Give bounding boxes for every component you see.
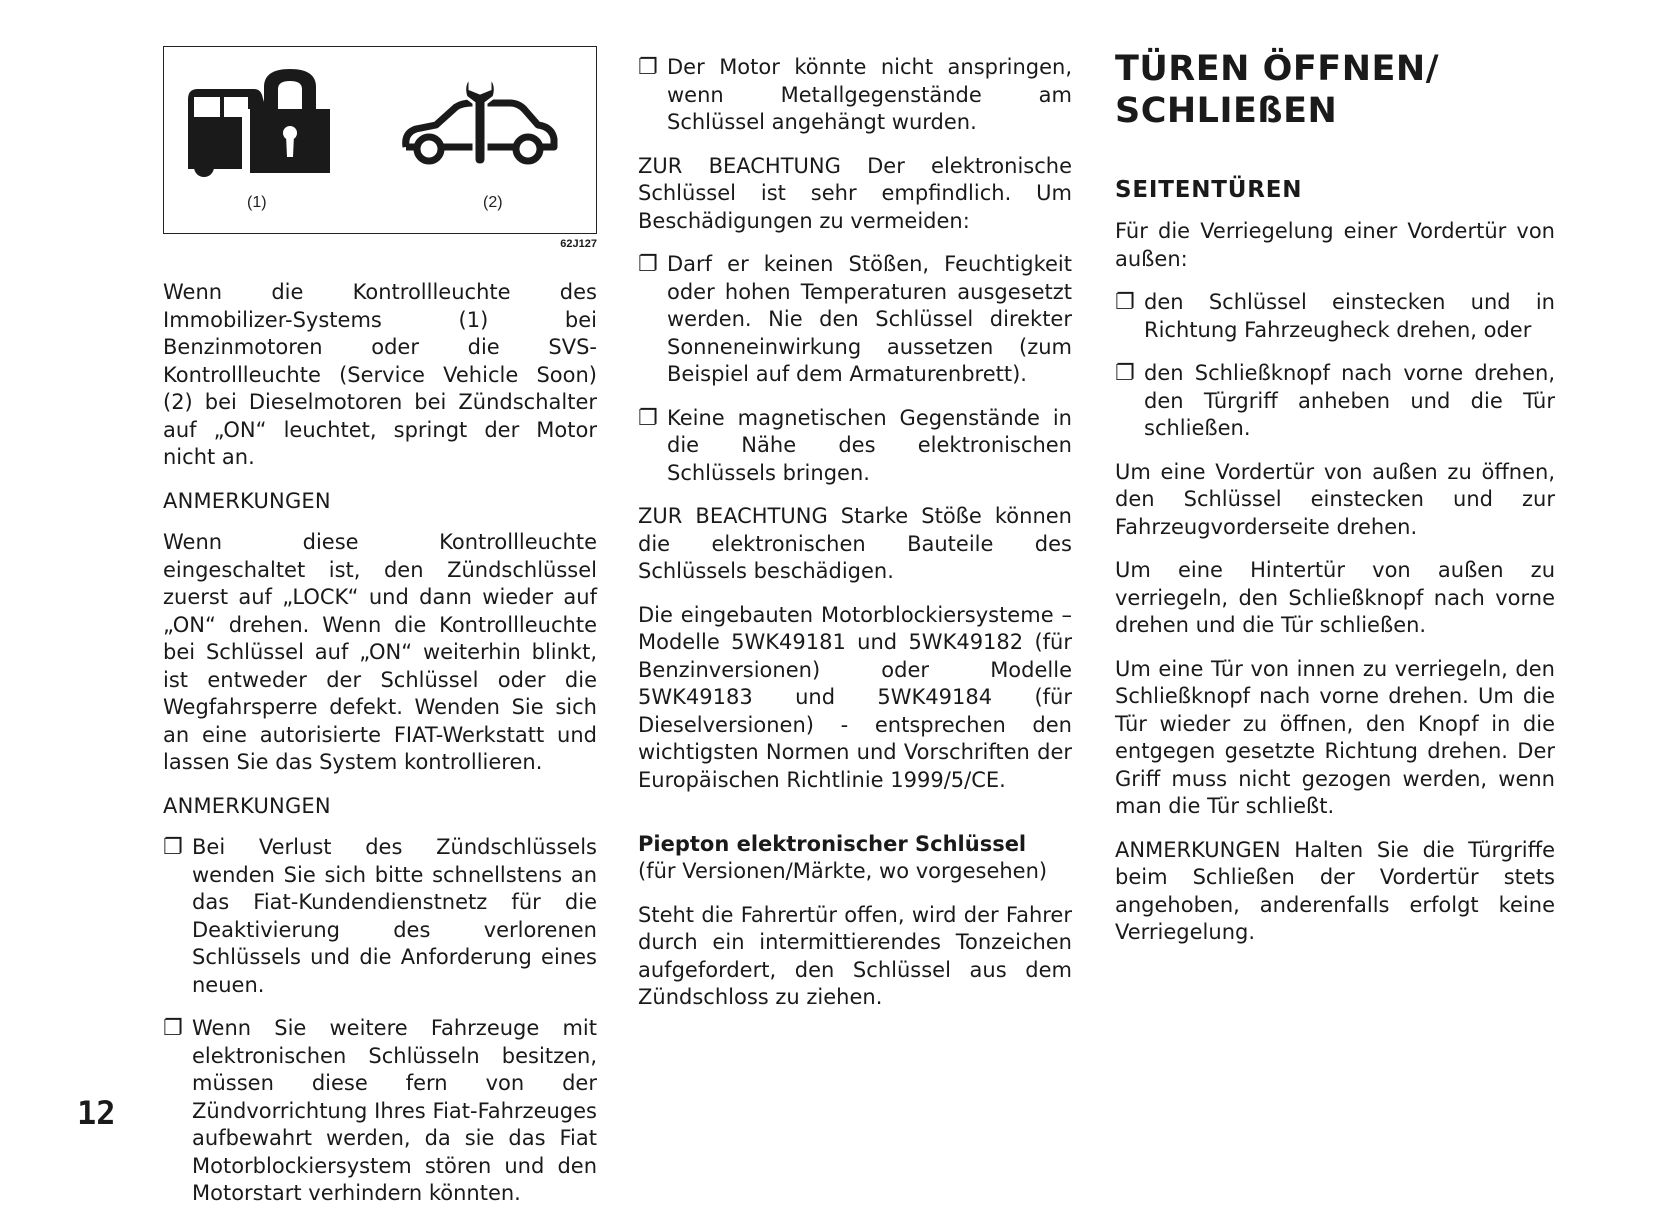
section-heading-beep: Piepton elektronischer Schlüssel (638, 832, 1027, 856)
figure-frame (163, 46, 597, 234)
checkbox-bullet-icon: ❐ (1115, 361, 1135, 386)
list-item (163, 1015, 597, 1208)
column-left (163, 46, 597, 1224)
checkbox-bullet-icon: ❐ (163, 1016, 183, 1041)
beep-paragraph: Steht die Fahrertür offen, wird der Fahrer durch ein intermittierendes Tonzeichen aufgefordert, den Schlüssel aus dem Zündschloss zu ziehen. (638, 902, 1072, 1009)
door-notes-paragraph: ANMERKUNGEN Halten Sie die Türgriffe beim Schließen der Vordertür stets angehoben, anderenfalls erfolgt keine Verriegelung. (1115, 837, 1555, 944)
list-item (1115, 360, 1555, 443)
immobilizer-car-padlock-icon (182, 69, 332, 177)
list-item-text: den Schlüssel einstecken und in Richtung Fahrzeugheck drehen, oder (1144, 290, 1555, 342)
list-item (1115, 289, 1555, 344)
list-item-text: Keine magnetischen Gegenstände in die Nähe des elektronischen Schlüssels bringen. (667, 405, 1072, 485)
page-title-line-2: SCHLIEßEN (1115, 91, 1338, 131)
notes-heading-2: ANMERKUNGEN (163, 793, 331, 818)
immobilizer-systems-paragraph: Die eingebauten Motorblockiersysteme – Modelle 5WK49181 und 5WK49182 (für Benzinversionen) oder Modelle 5WK49183 und 5WK49184 (für Dieselversionen) - entsprechen den wichtigsten Normen und Vorschriften der Europäischen Richtlinie 1999/5/CE. (638, 602, 1072, 792)
figure-code: 62J127 (560, 238, 597, 250)
column-middle (638, 54, 1072, 1028)
page-title-line-1: TÜREN ÖFFNEN/ (1115, 49, 1439, 89)
checkbox-bullet-icon: ❐ (163, 835, 183, 860)
figure-label-1: (1) (247, 194, 267, 211)
section-heading-side-doors: SEITENTÜREN (1115, 177, 1303, 203)
column-right (1115, 48, 1555, 963)
service-car-wrench-icon (400, 73, 560, 173)
checkbox-bullet-icon: ❐ (638, 55, 658, 80)
list-item (163, 834, 597, 999)
page-number: 12 (77, 1094, 116, 1132)
list-item (638, 54, 1072, 137)
list-item-text: Der Motor könnte nicht anspringen, wenn Metallgegenstände am Schlüssel angehängt wurden. (667, 55, 1072, 134)
list-item (638, 251, 1072, 389)
warning-lights-figure (163, 46, 597, 251)
immobilizer-intro-paragraph: Wenn die Kontrollleuchte des Immobilizer-Systems (1) bei Benzinmotoren oder die SVS-Kontrollleuchte (Service Vehicle Soon) (2) bei Dieselmotoren bei Zündschalter auf „ON“ leuchtet, springt der Motor nicht an. (163, 280, 597, 469)
notes-paragraph-1: Wenn diese Kontrollleuchte eingeschaltet ist, den Zündschlüssel zuerst auf „LOCK“ und dann wieder auf „ON“ drehen. Wenn die Kontrollleuchte bei Schlüssel auf „ON“ weiterhin blinkt, ist entweder der Schlüssel oder die Wegfahrsperre defekt. Wenden Sie sich an eine autorisierte FIAT-Werkstatt und lassen Sie das System kontrollieren. (163, 530, 597, 774)
inside-lock-paragraph: Um eine Tür von innen zu verriegeln, den Schließknopf nach vorne drehen. Um die Tür wieder zu öffnen, den Knopf in die entgegen gesetzte Richtung drehen. Der Griff muss nicht gezogen werden, wenn man die Tür schließt. (1115, 656, 1555, 818)
figure-label-2: (2) (483, 194, 503, 211)
checkbox-bullet-icon: ❐ (638, 252, 658, 277)
checkbox-bullet-icon: ❐ (1115, 290, 1135, 315)
caution-paragraph-1: ZUR BEACHTUNG Der elektronische Schlüssel ist sehr empfindlich. Um Beschädigungen zu vermeiden: (638, 153, 1072, 233)
list-item-text: den Schließknopf nach vorne drehen, den Türgriff anheben und die Tür schließen. (1144, 361, 1555, 440)
front-door-open-paragraph: Um eine Vordertür von außen zu öffnen, den Schlüssel einstecken und zur Fahrzeugvorderseite drehen. (1115, 459, 1555, 539)
rear-door-lock-paragraph: Um eine Hintertür von außen zu verriegeln, den Schließknopf nach vorne drehen und die Tür schließen. (1115, 558, 1555, 637)
notes-heading-1: ANMERKUNGEN (163, 488, 331, 513)
checkbox-bullet-icon: ❐ (638, 405, 658, 431)
list-item-text: Wenn Sie weitere Fahrzeuge mit elektronischen Schlüsseln besitzen, müssen diese fern von der Zündvorrichtung Ihres Fiat-Fahrzeuges aufbewahrt werden, da sie das Fiat Motorblockiersystem stören und den Motorstart verhindern könnten. (192, 1016, 597, 1205)
page-title (1115, 48, 1555, 132)
side-doors-intro: Für die Verriegelung einer Vordertür von außen: (1115, 219, 1555, 271)
list-item-text: Bei Verlust des Zündschlüssels wenden Sie sich bitte schnellstens an das Fiat-Kundendienstnetz für die Deaktivierung des verlorenen Schlüssels und die Anforderung eines neuen. (192, 835, 597, 997)
list-item-text: Darf er keinen Stößen, Feuchtigkeit oder hohen Temperaturen ausgesetzt werden. Nie den Schlüssel direkter Sonneneinwirkung aussetzen (zum Beispiel auf dem Armaturenbrett). (667, 252, 1072, 386)
list-item (638, 405, 1072, 488)
section-subheading-beep: (für Versionen/Märkte, wo vorgesehen) (638, 859, 1048, 883)
caution-paragraph-2: ZUR BEACHTUNG Starke Stöße können die elektronischen Bauteile des Schlüssels beschädigen. (638, 504, 1072, 583)
